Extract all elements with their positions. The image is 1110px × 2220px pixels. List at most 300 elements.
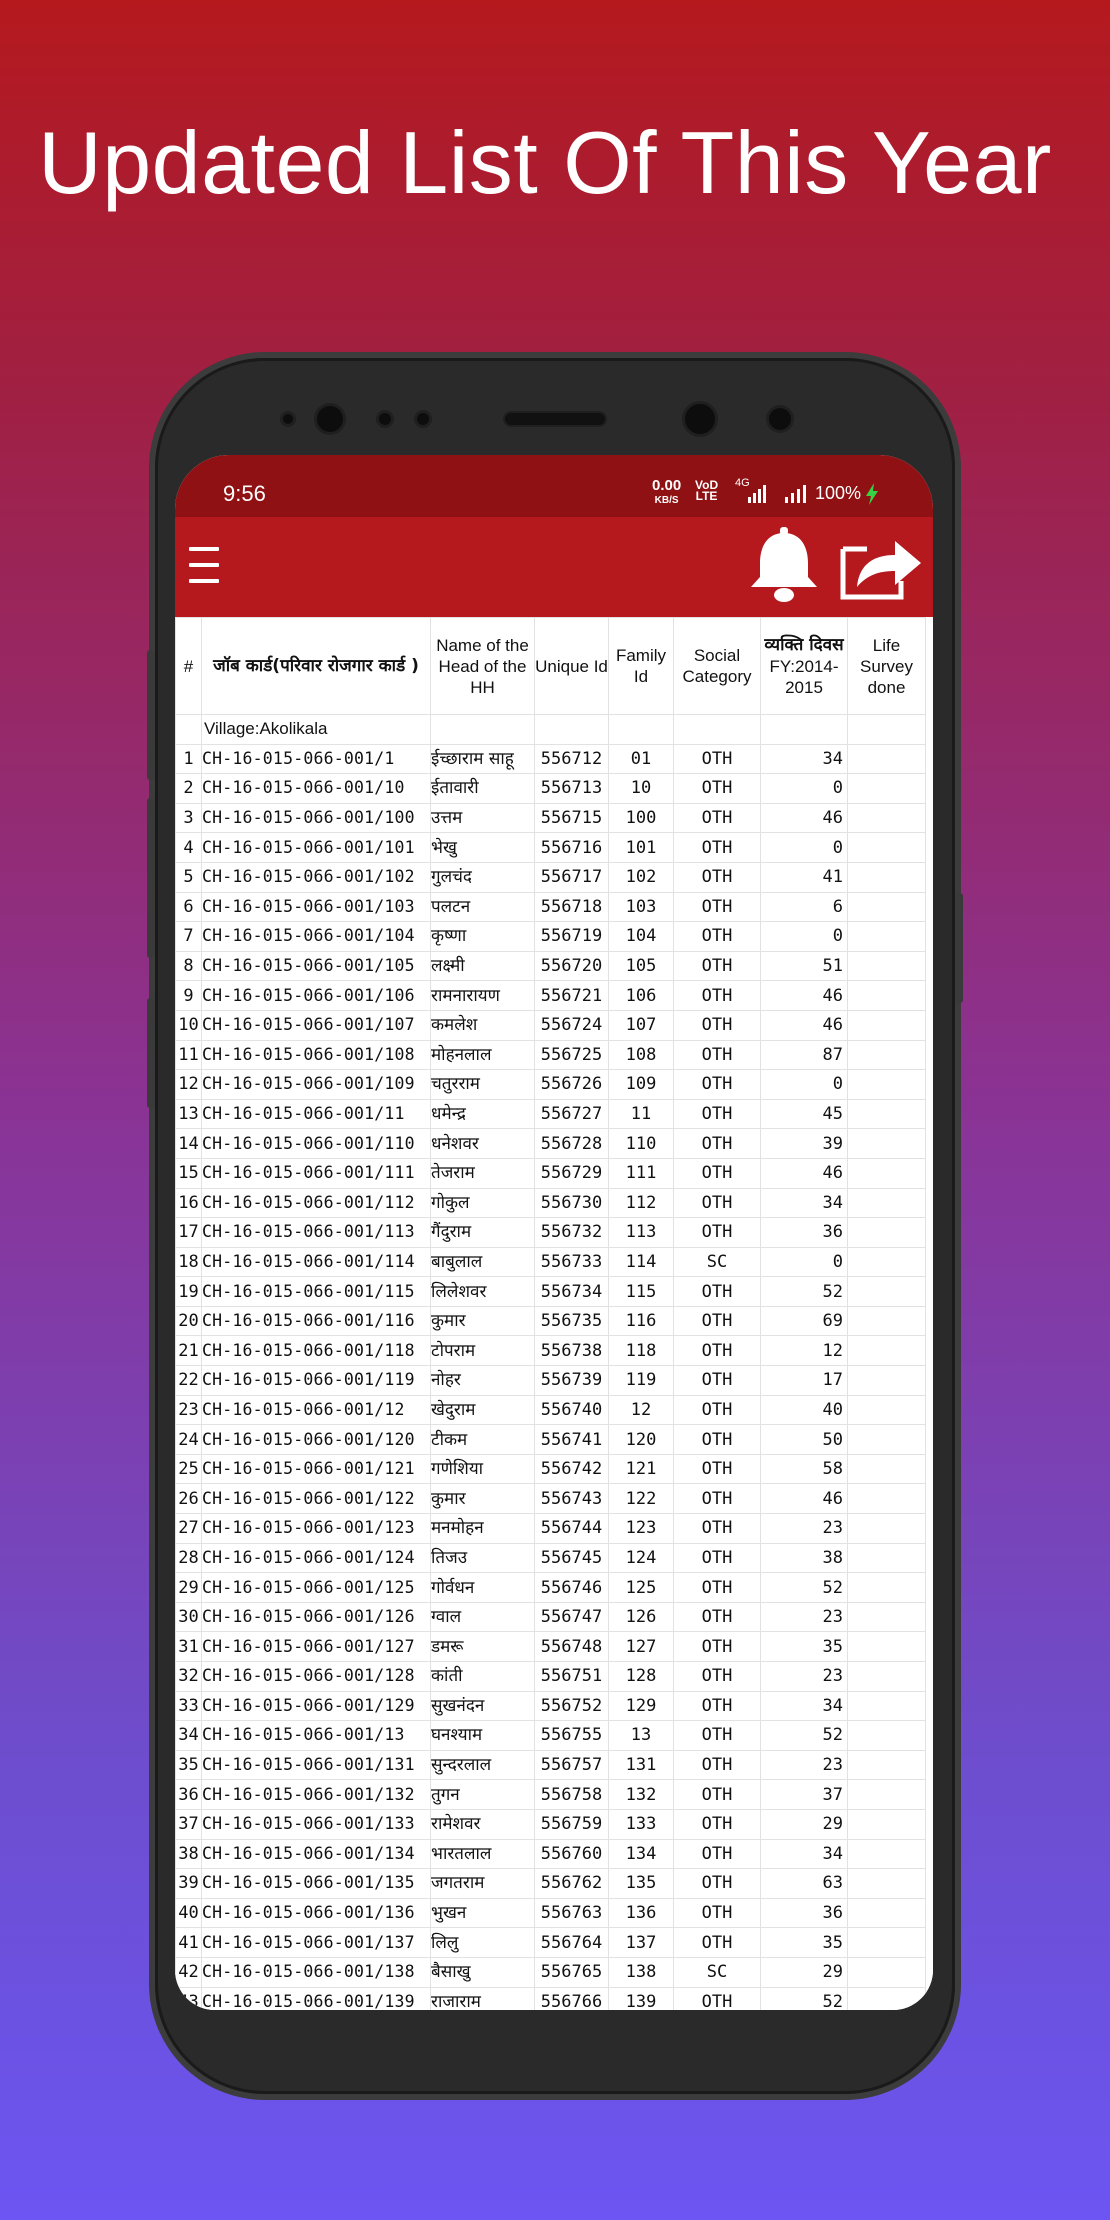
volte-indicator xyxy=(695,480,718,502)
row-head-name: ईच्छाराम साहू xyxy=(431,744,535,774)
promo-headline: Updated List Of This Year xyxy=(38,113,1052,212)
row-job-card: CH-16-015-066-001/114 xyxy=(202,1247,431,1277)
row-social-category: OTH xyxy=(674,1573,761,1603)
village-cell-empty xyxy=(848,715,926,745)
row-social-category: OTH xyxy=(674,774,761,804)
row-index: 29 xyxy=(176,1573,202,1603)
row-person-days: 50 xyxy=(761,1425,848,1455)
row-unique-id: 556766 xyxy=(535,1987,609,2010)
row-head-name: टोपराम xyxy=(431,1336,535,1366)
row-social-category: OTH xyxy=(674,833,761,863)
row-person-days: 0 xyxy=(761,1070,848,1100)
table-body xyxy=(176,715,926,2011)
bell-icon[interactable] xyxy=(747,525,821,605)
battery-percent: 100% xyxy=(815,483,862,503)
row-index: 25 xyxy=(176,1454,202,1484)
row-life-survey xyxy=(848,1928,926,1958)
table-row[interactable] xyxy=(176,1040,926,1070)
table-row[interactable] xyxy=(176,1809,926,1839)
row-head-name: बाबुलाल xyxy=(431,1247,535,1277)
row-head-name: लिलु xyxy=(431,1928,535,1958)
row-job-card: CH-16-015-066-001/120 xyxy=(202,1425,431,1455)
hamburger-icon[interactable] xyxy=(189,547,219,587)
row-family-id: 12 xyxy=(609,1395,674,1425)
row-social-category: OTH xyxy=(674,1306,761,1336)
row-unique-id: 556765 xyxy=(535,1957,609,1987)
row-unique-id: 556758 xyxy=(535,1780,609,1810)
row-social-category: OTH xyxy=(674,803,761,833)
row-index: 13 xyxy=(176,1099,202,1129)
row-index: 7 xyxy=(176,922,202,952)
row-family-id: 131 xyxy=(609,1750,674,1780)
table-row[interactable] xyxy=(176,1750,926,1780)
row-life-survey xyxy=(848,951,926,981)
row-unique-id: 556762 xyxy=(535,1869,609,1899)
row-job-card: CH-16-015-066-001/136 xyxy=(202,1898,431,1928)
table-row[interactable] xyxy=(176,1928,926,1958)
volume-up-button xyxy=(147,650,155,780)
row-unique-id: 556745 xyxy=(535,1543,609,1573)
row-person-days: 58 xyxy=(761,1454,848,1484)
row-life-survey xyxy=(848,1454,926,1484)
header-person-days xyxy=(761,618,848,715)
row-person-days: 23 xyxy=(761,1750,848,1780)
row-social-category: OTH xyxy=(674,981,761,1011)
row-family-id: 10 xyxy=(609,774,674,804)
row-head-name: नोहर xyxy=(431,1366,535,1396)
village-cell-empty xyxy=(674,715,761,745)
row-family-id: 118 xyxy=(609,1336,674,1366)
row-social-category: OTH xyxy=(674,1395,761,1425)
table-row[interactable] xyxy=(176,1573,926,1603)
row-unique-id: 556726 xyxy=(535,1070,609,1100)
status-bar xyxy=(175,455,933,517)
row-social-category: OTH xyxy=(674,862,761,892)
table-row[interactable] xyxy=(176,1010,926,1040)
row-life-survey xyxy=(848,862,926,892)
row-person-days: 34 xyxy=(761,1839,848,1869)
row-social-category: OTH xyxy=(674,922,761,952)
table-row[interactable] xyxy=(176,1336,926,1366)
side-button xyxy=(147,798,155,958)
row-social-category: OTH xyxy=(674,951,761,981)
table-row[interactable] xyxy=(176,1662,926,1692)
table-row[interactable] xyxy=(176,1425,926,1455)
row-family-id: 13 xyxy=(609,1721,674,1751)
job-card-table xyxy=(175,617,926,2010)
row-index: 38 xyxy=(176,1839,202,1869)
row-unique-id: 556734 xyxy=(535,1277,609,1307)
row-job-card: CH-16-015-066-001/122 xyxy=(202,1484,431,1514)
sensor-dot xyxy=(283,414,293,424)
row-life-survey xyxy=(848,1691,926,1721)
row-family-id: 139 xyxy=(609,1987,674,2010)
row-person-days: 52 xyxy=(761,1721,848,1751)
row-family-id: 114 xyxy=(609,1247,674,1277)
table-row[interactable] xyxy=(176,1129,926,1159)
row-index: 39 xyxy=(176,1869,202,1899)
row-person-days: 35 xyxy=(761,1632,848,1662)
row-life-survey xyxy=(848,1543,926,1573)
row-family-id: 128 xyxy=(609,1662,674,1692)
village-label: Village:Akolikala xyxy=(202,715,431,745)
table-row[interactable] xyxy=(176,892,926,922)
row-social-category: OTH xyxy=(674,892,761,922)
sensor-dot xyxy=(379,413,391,425)
row-life-survey xyxy=(848,1277,926,1307)
row-life-survey xyxy=(848,1514,926,1544)
row-index: 14 xyxy=(176,1129,202,1159)
row-index: 24 xyxy=(176,1425,202,1455)
row-family-id: 135 xyxy=(609,1869,674,1899)
row-person-days: 29 xyxy=(761,1809,848,1839)
row-index: 9 xyxy=(176,981,202,1011)
row-index: 5 xyxy=(176,862,202,892)
row-unique-id: 556720 xyxy=(535,951,609,981)
row-job-card: CH-16-015-066-001/13 xyxy=(202,1721,431,1751)
row-unique-id: 556746 xyxy=(535,1573,609,1603)
row-head-name: गैंदुराम xyxy=(431,1218,535,1248)
table-row[interactable] xyxy=(176,744,926,774)
row-job-card: CH-16-015-066-001/127 xyxy=(202,1632,431,1662)
row-unique-id: 556738 xyxy=(535,1336,609,1366)
row-unique-id: 556724 xyxy=(535,1010,609,1040)
row-family-id: 138 xyxy=(609,1957,674,1987)
row-index: 32 xyxy=(176,1662,202,1692)
row-person-days: 52 xyxy=(761,1277,848,1307)
table-row[interactable] xyxy=(176,1247,926,1277)
row-person-days: 23 xyxy=(761,1662,848,1692)
row-family-id: 107 xyxy=(609,1010,674,1040)
table-row[interactable] xyxy=(176,1277,926,1307)
row-social-category: OTH xyxy=(674,1809,761,1839)
phone-screen xyxy=(175,455,933,2010)
village-row xyxy=(176,715,926,745)
row-head-name: धनेशवर xyxy=(431,1129,535,1159)
table-row[interactable] xyxy=(176,1780,926,1810)
row-head-name: राजाराम xyxy=(431,1987,535,2010)
row-index: 33 xyxy=(176,1691,202,1721)
row-unique-id: 556717 xyxy=(535,862,609,892)
row-job-card: CH-16-015-066-001/104 xyxy=(202,922,431,952)
row-index: 3 xyxy=(176,803,202,833)
row-job-card: CH-16-015-066-001/101 xyxy=(202,833,431,863)
row-social-category: OTH xyxy=(674,744,761,774)
table-row[interactable] xyxy=(176,1957,926,1987)
row-index: 8 xyxy=(176,951,202,981)
front-camera-icon xyxy=(317,406,343,432)
row-head-name: गोकुल xyxy=(431,1188,535,1218)
village-cell-empty xyxy=(761,715,848,745)
header-job-card: जॉब कार्ड(परिवार रोजगार कार्ड ) xyxy=(202,618,431,715)
row-unique-id: 556764 xyxy=(535,1928,609,1958)
row-life-survey xyxy=(848,1306,926,1336)
net-speed-value: 0.00 xyxy=(652,477,682,494)
row-unique-id: 556747 xyxy=(535,1602,609,1632)
row-life-survey xyxy=(848,1721,926,1751)
table-row[interactable] xyxy=(176,862,926,892)
table-row[interactable] xyxy=(176,1395,926,1425)
row-index: 16 xyxy=(176,1188,202,1218)
row-social-category: SC xyxy=(674,1247,761,1277)
header-unique-id: Unique Id xyxy=(535,618,609,715)
row-social-category: OTH xyxy=(674,1514,761,1544)
header-index: # xyxy=(176,618,202,715)
row-job-card: CH-16-015-066-001/100 xyxy=(202,803,431,833)
row-life-survey xyxy=(848,744,926,774)
row-unique-id: 556728 xyxy=(535,1129,609,1159)
row-job-card: CH-16-015-066-001/116 xyxy=(202,1306,431,1336)
row-social-category: OTH xyxy=(674,1750,761,1780)
table-row[interactable] xyxy=(176,1099,926,1129)
net-speed-indicator xyxy=(652,479,681,507)
row-job-card: CH-16-015-066-001/103 xyxy=(202,892,431,922)
row-index: 27 xyxy=(176,1514,202,1544)
row-job-card: CH-16-015-066-001/110 xyxy=(202,1129,431,1159)
row-job-card: CH-16-015-066-001/128 xyxy=(202,1662,431,1692)
table-row[interactable] xyxy=(176,774,926,804)
row-head-name: रामनारायण xyxy=(431,981,535,1011)
share-icon[interactable] xyxy=(839,531,923,601)
row-social-category: OTH xyxy=(674,1277,761,1307)
row-person-days: 36 xyxy=(761,1218,848,1248)
row-index: 37 xyxy=(176,1809,202,1839)
row-person-days: 6 xyxy=(761,892,848,922)
row-family-id: 134 xyxy=(609,1839,674,1869)
row-head-name: भारतलाल xyxy=(431,1839,535,1869)
table-row[interactable] xyxy=(176,1188,926,1218)
row-unique-id: 556730 xyxy=(535,1188,609,1218)
row-unique-id: 556759 xyxy=(535,1809,609,1839)
row-unique-id: 556727 xyxy=(535,1099,609,1129)
row-head-name: पलटन xyxy=(431,892,535,922)
table-row[interactable] xyxy=(176,803,926,833)
row-social-category: OTH xyxy=(674,1662,761,1692)
row-life-survey xyxy=(848,1040,926,1070)
row-family-id: 122 xyxy=(609,1484,674,1514)
row-life-survey xyxy=(848,1247,926,1277)
row-index: 19 xyxy=(176,1277,202,1307)
row-life-survey xyxy=(848,1099,926,1129)
table-row[interactable] xyxy=(176,1987,926,2010)
row-social-category: OTH xyxy=(674,1691,761,1721)
row-head-name: मोहनलाल xyxy=(431,1040,535,1070)
row-person-days: 34 xyxy=(761,1691,848,1721)
row-job-card: CH-16-015-066-001/126 xyxy=(202,1602,431,1632)
row-life-survey xyxy=(848,1158,926,1188)
row-index: 31 xyxy=(176,1632,202,1662)
table-row[interactable] xyxy=(176,1484,926,1514)
row-social-category: OTH xyxy=(674,1010,761,1040)
row-person-days: 39 xyxy=(761,1129,848,1159)
row-head-name: चतुरराम xyxy=(431,1070,535,1100)
row-head-name: खेदुराम xyxy=(431,1395,535,1425)
row-social-category: OTH xyxy=(674,1484,761,1514)
row-unique-id: 556719 xyxy=(535,922,609,952)
row-social-category: OTH xyxy=(674,1040,761,1070)
row-family-id: 133 xyxy=(609,1809,674,1839)
table-header-row xyxy=(176,618,926,715)
row-family-id: 115 xyxy=(609,1277,674,1307)
row-head-name: भेखु xyxy=(431,833,535,863)
row-life-survey xyxy=(848,1898,926,1928)
table-row[interactable] xyxy=(176,1839,926,1869)
row-person-days: 41 xyxy=(761,862,848,892)
row-job-card: CH-16-015-066-001/105 xyxy=(202,951,431,981)
row-person-days: 0 xyxy=(761,833,848,863)
row-social-category: OTH xyxy=(674,1454,761,1484)
row-index: 34 xyxy=(176,1721,202,1751)
row-person-days: 46 xyxy=(761,981,848,1011)
row-job-card: CH-16-015-066-001/121 xyxy=(202,1454,431,1484)
row-unique-id: 556744 xyxy=(535,1514,609,1544)
row-index: 17 xyxy=(176,1218,202,1248)
row-family-id: 104 xyxy=(609,922,674,952)
table-row[interactable] xyxy=(176,1721,926,1751)
volume-down-button xyxy=(147,998,155,1108)
row-job-card: CH-16-015-066-001/11 xyxy=(202,1099,431,1129)
row-family-id: 108 xyxy=(609,1040,674,1070)
row-social-category: OTH xyxy=(674,1070,761,1100)
row-life-survey xyxy=(848,1366,926,1396)
row-job-card: CH-16-015-066-001/138 xyxy=(202,1957,431,1987)
row-family-id: 100 xyxy=(609,803,674,833)
row-job-card: CH-16-015-066-001/106 xyxy=(202,981,431,1011)
table-row[interactable] xyxy=(176,1602,926,1632)
row-unique-id: 556729 xyxy=(535,1158,609,1188)
table-row[interactable] xyxy=(176,1514,926,1544)
row-social-category: OTH xyxy=(674,1869,761,1899)
header-social-category: Social Category xyxy=(674,618,761,715)
row-job-card: CH-16-015-066-001/139 xyxy=(202,1987,431,2010)
row-social-category: OTH xyxy=(674,1099,761,1129)
table-row[interactable] xyxy=(176,833,926,863)
row-life-survey xyxy=(848,1632,926,1662)
status-time: 9:56 xyxy=(223,481,266,506)
network-type: 4G xyxy=(735,477,750,489)
row-index: 23 xyxy=(176,1395,202,1425)
row-social-category: OTH xyxy=(674,1987,761,2010)
table-row[interactable] xyxy=(176,1454,926,1484)
village-cell-empty xyxy=(176,715,202,745)
row-family-id: 129 xyxy=(609,1691,674,1721)
row-unique-id: 556716 xyxy=(535,833,609,863)
job-card-table-container[interactable] xyxy=(175,617,933,2010)
table-row[interactable] xyxy=(176,1543,926,1573)
row-unique-id: 556755 xyxy=(535,1721,609,1751)
row-unique-id: 556763 xyxy=(535,1898,609,1928)
row-index: 41 xyxy=(176,1928,202,1958)
row-family-id: 137 xyxy=(609,1928,674,1958)
village-cell-empty xyxy=(609,715,674,745)
row-life-survey xyxy=(848,1987,926,2010)
row-head-name: जगतराम xyxy=(431,1869,535,1899)
row-social-category: OTH xyxy=(674,1721,761,1751)
table-row[interactable] xyxy=(176,1632,926,1662)
row-life-survey xyxy=(848,922,926,952)
row-index: 43 xyxy=(176,1987,202,2010)
row-person-days: 34 xyxy=(761,744,848,774)
row-family-id: 127 xyxy=(609,1632,674,1662)
row-person-days: 36 xyxy=(761,1898,848,1928)
table-row[interactable] xyxy=(176,1691,926,1721)
row-family-id: 106 xyxy=(609,981,674,1011)
row-life-survey xyxy=(848,1129,926,1159)
table-row[interactable] xyxy=(176,1158,926,1188)
row-index: 2 xyxy=(176,774,202,804)
table-row[interactable] xyxy=(176,1898,926,1928)
table-row[interactable] xyxy=(176,922,926,952)
table-row[interactable] xyxy=(176,1869,926,1899)
row-family-id: 109 xyxy=(609,1070,674,1100)
table-row[interactable] xyxy=(176,951,926,981)
row-social-category: OTH xyxy=(674,1188,761,1218)
row-social-category: OTH xyxy=(674,1366,761,1396)
sensor-dot xyxy=(769,408,791,430)
row-job-card: CH-16-015-066-001/119 xyxy=(202,1366,431,1396)
app-bar xyxy=(175,517,933,617)
power-button xyxy=(955,893,963,1003)
net-speed-unit: KB/S xyxy=(654,495,679,506)
row-life-survey xyxy=(848,1662,926,1692)
row-person-days: 37 xyxy=(761,1780,848,1810)
row-job-card: CH-16-015-066-001/1 xyxy=(202,744,431,774)
table-row[interactable] xyxy=(176,1218,926,1248)
row-unique-id: 556733 xyxy=(535,1247,609,1277)
row-head-name: टीकम xyxy=(431,1425,535,1455)
row-head-name: तेजराम xyxy=(431,1158,535,1188)
row-index: 35 xyxy=(176,1750,202,1780)
row-person-days: 0 xyxy=(761,774,848,804)
row-person-days: 52 xyxy=(761,1573,848,1603)
row-unique-id: 556721 xyxy=(535,981,609,1011)
row-head-name: ग्वाल xyxy=(431,1602,535,1632)
row-head-name: सुन्दरलाल xyxy=(431,1750,535,1780)
row-family-id: 113 xyxy=(609,1218,674,1248)
row-index: 1 xyxy=(176,744,202,774)
row-social-category: SC xyxy=(674,1957,761,1987)
row-person-days: 69 xyxy=(761,1306,848,1336)
row-unique-id: 556712 xyxy=(535,744,609,774)
row-head-name: गोर्वधन xyxy=(431,1573,535,1603)
row-unique-id: 556743 xyxy=(535,1484,609,1514)
table-row[interactable] xyxy=(176,981,926,1011)
row-life-survey xyxy=(848,1218,926,1248)
row-job-card: CH-16-015-066-001/111 xyxy=(202,1158,431,1188)
table-row[interactable] xyxy=(176,1070,926,1100)
row-life-survey xyxy=(848,1010,926,1040)
row-unique-id: 556742 xyxy=(535,1454,609,1484)
row-family-id: 01 xyxy=(609,744,674,774)
row-social-category: OTH xyxy=(674,1602,761,1632)
row-head-name: कृष्णा xyxy=(431,922,535,952)
table-row[interactable] xyxy=(176,1366,926,1396)
row-family-id: 126 xyxy=(609,1602,674,1632)
row-social-category: OTH xyxy=(674,1839,761,1869)
row-family-id: 121 xyxy=(609,1454,674,1484)
table-row[interactable] xyxy=(176,1306,926,1336)
row-social-category: OTH xyxy=(674,1780,761,1810)
row-family-id: 105 xyxy=(609,951,674,981)
row-person-days: 0 xyxy=(761,922,848,952)
row-life-survey xyxy=(848,833,926,863)
row-life-survey xyxy=(848,1188,926,1218)
row-index: 4 xyxy=(176,833,202,863)
row-job-card: CH-16-015-066-001/102 xyxy=(202,862,431,892)
row-head-name: धमेन्द्र xyxy=(431,1099,535,1129)
row-family-id: 112 xyxy=(609,1188,674,1218)
row-social-category: OTH xyxy=(674,1336,761,1366)
